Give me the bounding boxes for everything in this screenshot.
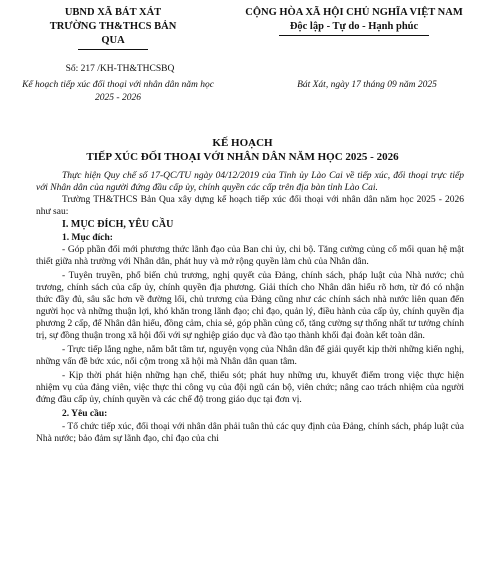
document-title: KẾ HOẠCH [212,137,273,149]
nation-name: CỘNG HÒA XÃ HỘI CHỦ NGHĨA VIỆT NAM [245,7,463,18]
paragraph-purpose-3: - Trực tiếp lắng nghe, nắm bắt tâm tư, nguyện vọng của Nhân dân để giải quyết kịp thời những kiến nghị, những vấn đề bức xúc, nổi cộm trong xã hội mà Nhân dân quan tâm. [36,345,464,367]
document-body [36,170,464,445]
document-subject: Kế hoạch tiếp xúc đối thoại với nhân dân năm học 2025 - 2026 [22,80,214,103]
paragraph-purpose-1: - Góp phần đổi mới phương thức lãnh đạo của Ban chi ủy, chi bộ. Tăng cường củng cố mối quan hệ mật thiết giữa nhà trường với Nhân dân, phát huy và mở rộng quyền làm chủ của Nhân dân. [36,245,464,267]
organization-name: TRƯỜNG TH&THCS BẢN QUA [49,21,177,46]
document-subtitle: TIẾP XÚC ĐỐI THOẠI VỚI NHÂN DÂN NĂM HỌC 2025 - 2026 [86,151,399,163]
subsection-heading-purpose: 1. Mục đích: [62,232,113,243]
paragraph-requirements-1: - Tổ chức tiếp xúc, đối thoại với nhân dân phải tuân thủ các quy định của Đảng, chính sách, pháp luật của Nhà nước; bảo đảm sự lãnh đạo, chỉ đạo của chi [36,421,464,444]
paragraph-purpose-4: - Kịp thời phát hiện những hạn chế, thiếu sót; phát huy những ưu, khuyết điểm trong việc thực hiện nhiệm vụ của đảng viên, việc thực thi công vụ của đội ngũ cán bộ, viên chức; nâng cao trách nhiệm của người đứng đầu cấp ủy, chính quyền và các chế độ trong giáo dục tại đơn vị. [36,371,464,405]
section-heading-purpose-requirements: I. MỤC ĐÍCH, YÊU CẦU [62,219,174,230]
paragraph-purpose-2: - Tuyên truyền, phổ biến chủ trương, nghị quyết của Đảng, chính sách, pháp luật của Nhà nước; chủ trương, chính sách của cấp ủy, chính quyền địa phương. Giải thích cho Nhân dân hiểu rõ hơn, từ đó có nhận thức đầy đủ, sâu sắc hơn về đường lối, chủ trương của Đảng cũng như các chính sách nhà nước liên quan đến người học và những thuận lợi, khó khăn trong lãnh đạo; chỉ đạo, quản lý, điều hành của cấp ủy, chính quyền địa phương 2 cấp, để Nhân dân hiểu, đồng cảm, chia sẻ, góp phần củng cố, tăng cường sự thống nhất tư tưởng chính trị, sự đồng thuận trong xã hội đối với sự nghiệp giáo dục và đào tạo thành khối đại đoàn kết toàn dân. [36,271,464,341]
issuing-organization [38,6,188,50]
national-heading [228,6,480,36]
header-left-underline [78,49,148,50]
intro-paragraph: Thực hiện Quy chế số 17-QC/TU ngày 04/12/2019 của Tỉnh ủy Lào Cai về tiếp xúc, đối thoại trực tiếp với Nhân dân của người đứng đầu cấp ủy, chính quyền các cấp trên địa bàn tỉnh Lào Cai. [36,171,464,193]
subsection-heading-requirements: 2. Yêu cầu: [62,409,108,419]
header-right-underline [279,35,429,36]
national-motto: Độc lập - Tự do - Hạnh phúc [289,21,419,32]
place-and-date: Bát Xát, ngày 17 tháng 09 năm 2025 [297,80,437,90]
document-number: Số: 217 /KH-TH&THCSBQ [65,64,175,74]
parent-organization: UBND XÃ BÁT XÁT [64,7,162,18]
statement-paragraph: Trường TH&THCS Bản Qua xây dựng kế hoạch tiếp xúc đối thoại với nhân dân năm học 2025 - 2026 như sau: [36,195,464,217]
